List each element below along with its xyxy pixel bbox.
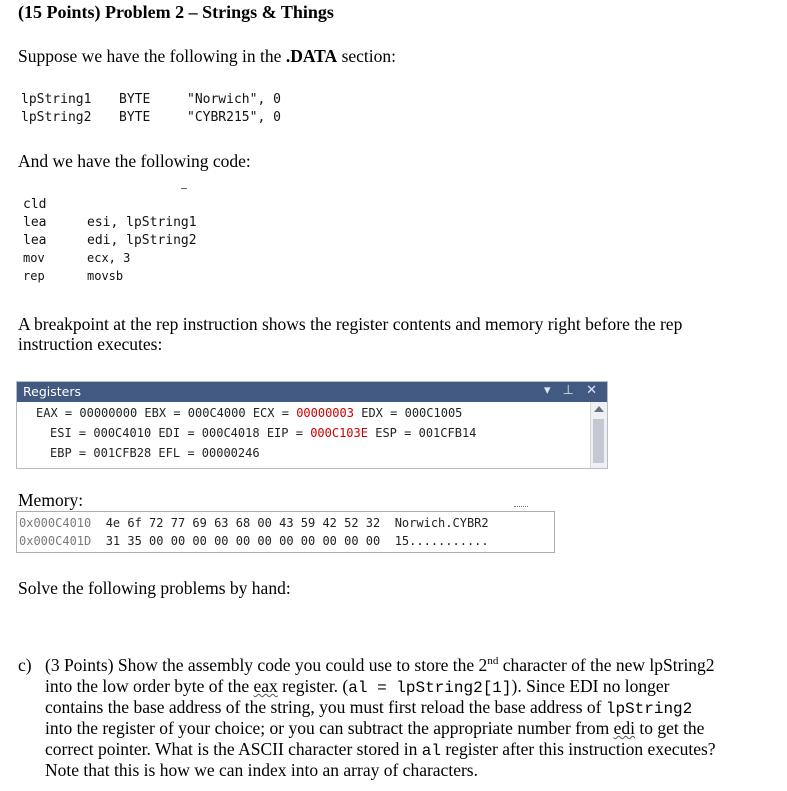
registers-title: Registers [23, 384, 81, 399]
part-c-line [45, 697, 692, 718]
code-args: edi, lpString2 [87, 233, 197, 248]
register-value: 00000246 [201, 446, 260, 460]
memory-address: 0x000C4010 [19, 516, 92, 530]
code-intro-text: And we have the following code: [18, 151, 251, 171]
data-row-value: "CYBR215", 0 [187, 110, 281, 125]
intro-text [18, 46, 396, 67]
breakpoint-text-line: instruction executes: [18, 334, 163, 354]
code-args: esi, lpString1 [87, 215, 197, 230]
register-label: EDX [361, 406, 383, 420]
superscript: nd [487, 655, 499, 668]
register-value: 000C4018 [201, 426, 260, 440]
memory-label: Memory: [18, 490, 84, 510]
scroll-up-arrow-icon[interactable] [594, 406, 604, 412]
memory-address: 0x000C401D [19, 534, 92, 548]
register-value: 00000000 [79, 406, 138, 420]
data-var-name: lpString2 [21, 110, 92, 125]
data-var-name: lpString1 [21, 92, 92, 107]
data-row [21, 110, 91, 125]
part-c-line [45, 739, 716, 760]
registers-title-bar[interactable] [17, 382, 607, 402]
part-c-line [45, 676, 669, 697]
registers-body [17, 402, 591, 468]
part-c-line [45, 718, 704, 739]
register-label: EBP [50, 446, 72, 460]
text-run: contains the base address of the string, you must first reload the base address of [45, 697, 606, 717]
text-run: into the low order byte of the [45, 676, 254, 696]
memory-row [19, 534, 489, 548]
register-row: ESI = 000C4010 EDI = 000C4018 EIP = 000C103E ESP = 001CFB14 [50, 426, 477, 440]
text-run: correct pointer. What is the ASCII character stored in [45, 739, 422, 759]
window-controls-icon[interactable]: ▾ ⊥ ✕ [543, 383, 601, 398]
data-row-type: BYTE [119, 92, 151, 107]
text-run: register after this instruction executes? [440, 739, 716, 759]
register-label: ESI [50, 426, 72, 440]
memory-ascii: 15........... [394, 534, 489, 548]
memory-dots-mark [514, 506, 528, 508]
register-label: ESP [375, 426, 397, 440]
memory-ascii: Norwich.CYBR2 [394, 516, 489, 530]
code-args: ecx, 3 [87, 251, 131, 265]
register-value: 000C4000 [187, 406, 246, 420]
code-op: lea [23, 215, 47, 230]
memory-bytes: 31 35 00 00 00 00 00 00 00 00 00 00 00 [105, 534, 381, 548]
breakpoint-text-line: A breakpoint at the rep instruction shows the register contents and memory right before the rep [18, 314, 683, 334]
register-label: ECX [252, 406, 275, 420]
register-label: EFL [158, 446, 181, 460]
code-op: lea [23, 233, 47, 248]
register-value-changed: 000C103E [310, 426, 368, 440]
spellcheck-word: edi [613, 718, 635, 738]
inline-code: al [421, 742, 441, 760]
intro-data-keyword: .DATA [285, 46, 338, 66]
code-op: rep [23, 269, 45, 283]
text-run: character of the new lpString2 [498, 655, 715, 675]
memory-window [16, 511, 555, 553]
register-row: EBP = 001CFB28 EFL = 00000246 [50, 446, 260, 460]
assembly-code-block [23, 197, 283, 293]
registers-scrollbar[interactable] [590, 402, 607, 468]
intro-before: Suppose we have the following in the [18, 46, 286, 66]
registers-window [16, 381, 608, 469]
register-value: 001CFB14 [418, 426, 477, 440]
register-label: EAX [36, 406, 58, 420]
part-c-line: Note that this is how we can index into an array of characters. [45, 760, 478, 780]
text-run: into the register of your choice; or you can subtract the appropriate number from [45, 718, 614, 738]
stray-mark [181, 188, 187, 189]
register-label: EBX [144, 406, 167, 420]
data-section-block [21, 92, 321, 132]
code-op: cld [23, 197, 47, 212]
register-value: 000C1005 [404, 406, 463, 420]
spellcheck-word: eax [253, 676, 278, 696]
data-row-type: BYTE [119, 110, 151, 125]
register-value-changed: 00000003 [296, 406, 354, 420]
code-op: mov [23, 251, 45, 265]
part-c-line [45, 655, 715, 676]
register-label: EDI [158, 426, 181, 440]
scroll-thumb[interactable] [593, 419, 604, 463]
inline-code: al = lpString2[1] [348, 679, 512, 697]
text-run: to get the [634, 718, 705, 738]
problem-title: (15 Points) Problem 2 – Strings & Things [18, 2, 334, 22]
part-c-marker: c) [18, 655, 32, 675]
register-row: EAX = 00000000 EBX = 000C4000 ECX = 00000003 EDX = 000C1005 [36, 406, 463, 420]
register-value: 000C4010 [93, 426, 152, 440]
code-args: movsb [87, 269, 124, 283]
text-run: (3 Points) Show the assembly code you could use to store the 2 [45, 655, 488, 675]
data-row-value: "Norwich", 0 [187, 92, 281, 107]
memory-row [19, 516, 489, 530]
register-label: EIP [266, 426, 289, 440]
inline-code: lpString2 [605, 700, 693, 718]
register-value: 001CFB28 [93, 446, 152, 460]
data-row [21, 92, 91, 107]
memory-bytes: 4e 6f 72 77 69 63 68 00 43 59 42 52 32 [105, 516, 381, 530]
solve-instruction: Solve the following problems by hand: [18, 578, 291, 598]
intro-after: section: [337, 46, 396, 66]
text-run: ). Since EDI no longer [511, 676, 670, 696]
text-run: register. ( [277, 676, 349, 696]
